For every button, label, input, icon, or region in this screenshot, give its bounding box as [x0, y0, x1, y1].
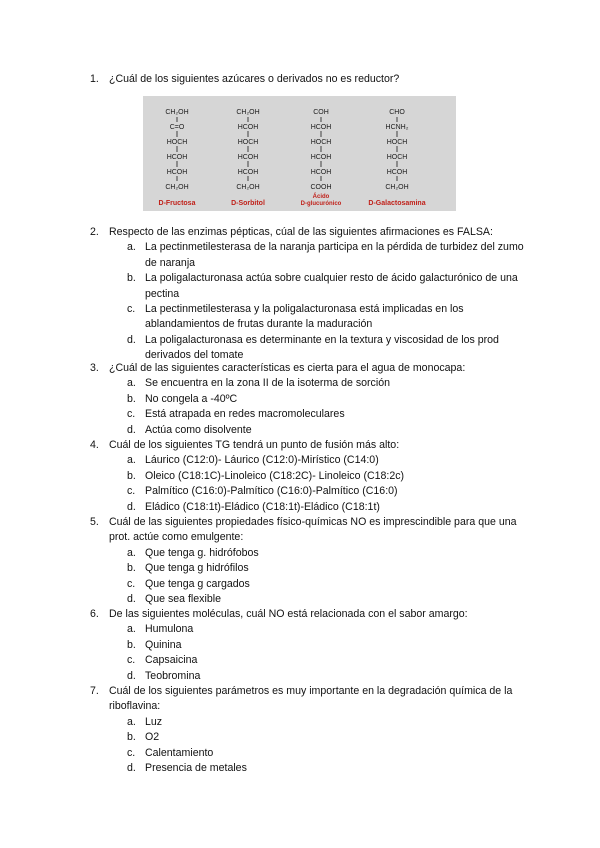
option-letter: a. — [127, 377, 136, 390]
option-a — [90, 622, 530, 637]
functional-group-label: COH — [313, 109, 329, 116]
option-text: Láurico (C12:0)- Láurico (C12:0)-Mirístico (C14:0) — [145, 454, 379, 467]
functional-group-label: CH₂OH — [236, 184, 260, 191]
functional-group-label: HCOH — [237, 124, 259, 131]
functional-group-label: HCOH — [386, 169, 408, 176]
option-letter: c. — [127, 408, 136, 421]
option-b — [90, 561, 530, 576]
option-letter: b. — [127, 469, 136, 482]
functional-group-label: CH₂OH — [165, 184, 189, 191]
option-text: Se encuentra en la zona II de la isoterma de sorción — [145, 377, 390, 390]
functional-group-label: HCOH — [310, 124, 332, 131]
options-list — [90, 546, 530, 608]
option-text: La pectinmetilesterasa y la poligalacturonasa está implicadas en los ablandamientos de frutas durante la maduración — [145, 303, 464, 331]
option-text: Que tenga g. hidrófobos — [145, 546, 259, 559]
question-number: 2. — [90, 226, 99, 238]
question-number: 1. — [90, 73, 99, 85]
option-text: Oleico (C18:1C)-Linoleico (C18:2C)- Linoleico (C18:2c) — [145, 469, 405, 482]
option-text: No congela a -40ºC — [145, 392, 238, 405]
options-list — [90, 240, 530, 363]
question-number: 6. — [90, 608, 99, 620]
question-number: 7. — [90, 685, 99, 697]
question-4 — [90, 438, 530, 515]
option-letter: b. — [127, 731, 136, 744]
functional-group-label: HCOH — [237, 154, 259, 161]
option-d — [90, 423, 530, 438]
option-text: Humulona — [145, 623, 194, 636]
option-text: Está atrapada en redes macromoleculares — [145, 408, 345, 421]
question-text: ¿Cuál de los siguientes azúcares o derivados no es reductor? — [109, 73, 400, 85]
functional-group-label: HCOH — [237, 169, 259, 176]
sugar-structures-figure — [143, 96, 456, 211]
question-3 — [90, 361, 530, 438]
option-letter: a. — [127, 623, 136, 636]
option-c — [90, 484, 530, 499]
option-text: Eládico (C18:1t)-Eládico (C18:1t)-Eládico (C18:1t) — [145, 500, 380, 513]
option-letter: c. — [127, 746, 136, 759]
option-letter: c. — [127, 485, 136, 498]
options-list — [90, 622, 530, 684]
functional-group-label: HOCH — [237, 139, 259, 146]
question-text: ¿Cuál de las siguientes características es cierta para el agua de monocapa: — [109, 362, 466, 374]
option-c — [90, 302, 530, 333]
option-letter: d. — [127, 593, 136, 606]
option-c — [90, 653, 530, 668]
functional-group-label: COOH — [310, 184, 332, 191]
option-text: Quinina — [145, 638, 182, 651]
functional-group-label: HCNH₂ — [385, 124, 409, 131]
question-text: Cuál de los siguientes TG tendrá un punto de fusión más alto: — [109, 439, 400, 451]
option-text: Teobromina — [145, 669, 201, 682]
option-text: Que sea flexible — [145, 593, 221, 606]
functional-group-label: CHO — [389, 109, 405, 116]
option-c — [90, 577, 530, 592]
functional-group-label: HOCH — [166, 139, 188, 146]
question-text: Cuál de las siguientes propiedades físico-químicas NO es imprescindible para que una prot. actúe como emulgente: — [109, 516, 517, 544]
question-text: De las siguientes moléculas, cuál NO está relacionada con el sabor amargo: — [109, 608, 468, 620]
option-letter: d. — [127, 500, 136, 513]
structure-caption: Ácido — [312, 194, 330, 200]
question-text: Respecto de las enzimas pépticas, cúal de las siguientes afirmaciones es FALSA: — [109, 226, 493, 238]
functional-group-label: HCOH — [310, 169, 332, 176]
functional-group-label: CH₂OH — [236, 109, 260, 116]
functional-group-label: C=O — [169, 124, 185, 131]
option-text: Que tenga g hidrófilos — [145, 562, 249, 575]
option-text: Presencia de metales — [145, 762, 247, 775]
option-d — [90, 669, 530, 684]
option-letter: a. — [127, 546, 136, 559]
question-number: 5. — [90, 516, 99, 528]
functional-group-label: HCOH — [166, 154, 188, 161]
structure-caption: D-Galactosamina — [368, 200, 426, 207]
option-c — [90, 746, 530, 761]
functional-group-label: HOCH — [386, 154, 408, 161]
option-b — [90, 271, 530, 302]
functional-group-label: HCOH — [310, 154, 332, 161]
option-letter: a. — [127, 241, 136, 254]
option-b — [90, 638, 530, 653]
option-b — [90, 730, 530, 745]
option-letter: c. — [127, 303, 136, 316]
option-text: Actúa como disolvente — [145, 423, 252, 436]
option-d — [90, 333, 530, 364]
option-letter: c. — [127, 577, 136, 590]
option-b — [90, 469, 530, 484]
options-list — [90, 376, 530, 438]
question-number: 4. — [90, 439, 99, 451]
functional-group-label: HOCH — [310, 139, 332, 146]
option-d — [90, 761, 530, 776]
structure-caption: D-Sorbitol — [231, 200, 265, 207]
functional-group-label: HOCH — [386, 139, 408, 146]
options-list — [90, 453, 530, 515]
functional-group-label: HCOH — [166, 169, 188, 176]
option-d — [90, 500, 530, 515]
option-text: Que tenga g cargados — [145, 577, 250, 590]
option-letter: b. — [127, 562, 136, 575]
structure-caption: D-Fructosa — [158, 200, 196, 207]
question-text: Cuál de los siguientes parámetros es muy importante en la degradación química de la riboflavina: — [109, 685, 513, 713]
option-a — [90, 546, 530, 561]
question-6 — [90, 607, 530, 684]
option-a — [90, 715, 530, 730]
option-letter: a. — [127, 454, 136, 467]
option-letter: d. — [127, 333, 136, 346]
structures-svg — [143, 96, 456, 211]
question-1 — [90, 72, 530, 87]
option-text: La poligalacturonasa actúa sobre cualquier resto de ácido galacturónico de una pectina — [145, 272, 518, 300]
option-letter: b. — [127, 392, 136, 405]
option-a — [90, 376, 530, 391]
option-text: La poligalacturonasa es determinante en la textura y viscosidad de los prod derivados del tomate — [145, 333, 499, 362]
functional-group-label: CH₂OH — [165, 109, 189, 116]
option-letter: d. — [127, 669, 136, 682]
option-letter: b. — [127, 272, 136, 285]
option-letter: d. — [127, 762, 136, 775]
options-list — [90, 715, 530, 777]
option-letter: a. — [127, 715, 136, 728]
option-letter: d. — [127, 423, 136, 436]
option-c — [90, 407, 530, 422]
option-text: O2 — [145, 731, 160, 744]
option-b — [90, 392, 530, 407]
option-letter: b. — [127, 638, 136, 651]
question-number: 3. — [90, 362, 99, 374]
option-text: Luz — [145, 715, 163, 728]
option-letter: c. — [127, 654, 136, 667]
option-text: Calentamiento — [145, 746, 214, 759]
question-7 — [90, 684, 530, 776]
option-text: Palmítico (C16:0)-Palmítico (C16:0)-Palmítico (C16:0) — [145, 485, 398, 498]
option-a — [90, 240, 530, 271]
option-a — [90, 453, 530, 468]
question-5 — [90, 515, 530, 607]
structure-caption-line2: D-glucurónico — [300, 201, 342, 207]
option-text: La pectinmetilesterasa de la naranja participa en la pérdida de turbidez del zumo de naranja — [145, 241, 524, 269]
option-d — [90, 592, 530, 607]
question-2 — [90, 225, 530, 364]
functional-group-label: CH₂OH — [385, 184, 409, 191]
option-text: Capsaicina — [145, 654, 198, 667]
